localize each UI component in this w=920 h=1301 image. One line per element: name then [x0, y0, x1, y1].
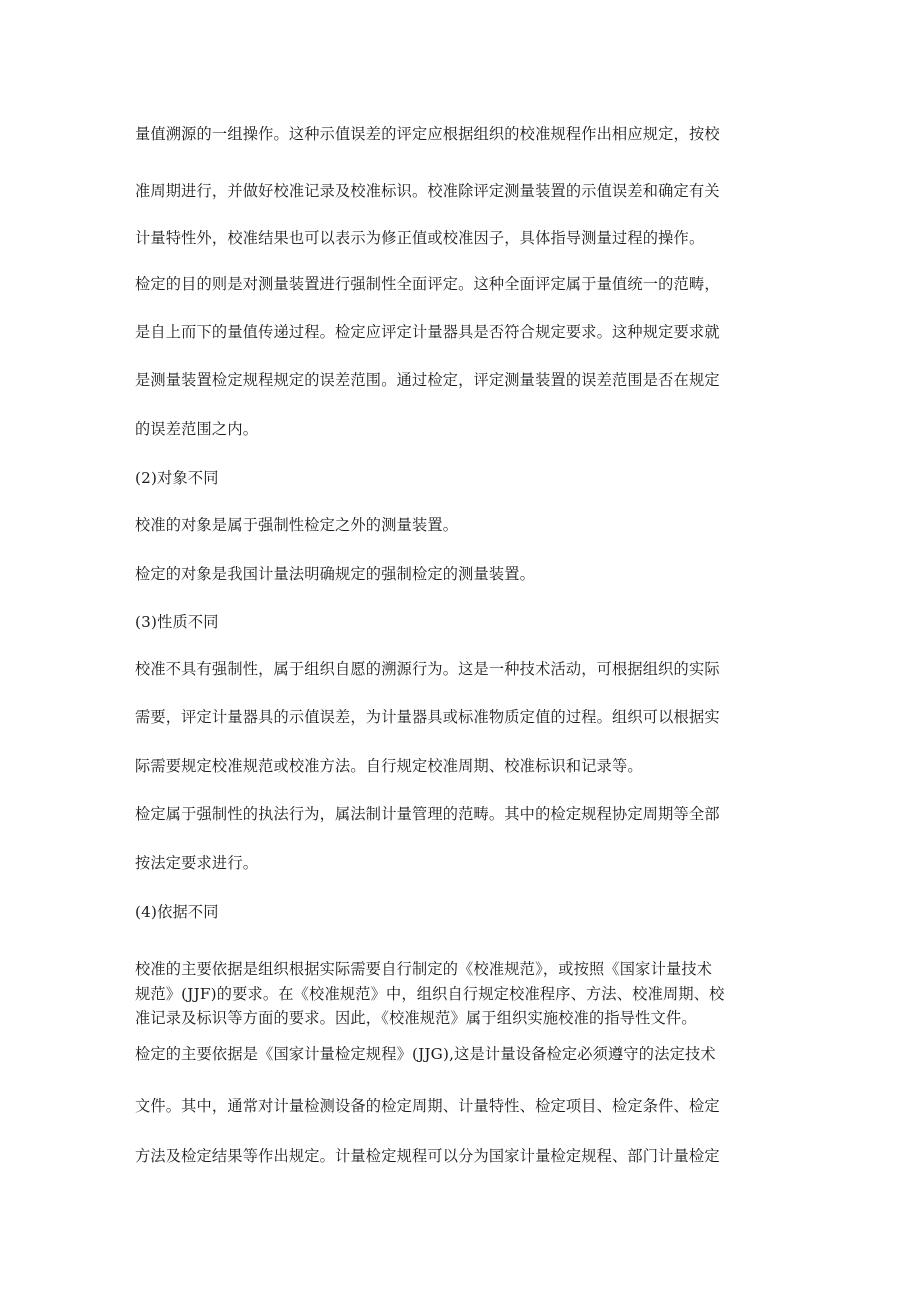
text-line: 准周期进行，并做好校准记录及校准标识。校准除评定测量装置的示值误差和确定有关: [135, 182, 720, 200]
text-line: 校准的主要依据是组织根据实际需要自行制定的《校准规范》，或按照《国家计量技术: [135, 960, 713, 978]
text-line: 量值溯源的一组操作。这种示值误差的评定应根据组织的校准规程作出相应规定，按校: [135, 125, 720, 143]
text-line: 检定的目的则是对测量装置进行强制性全面评定。这种全面评定属于量值统一的范畴，: [135, 275, 720, 293]
text-line: 校准不具有强制性，属于组织自愿的溯源行为。这是一种技术活动，可根据组织的实际: [135, 660, 720, 678]
text-line: 计量特性外，校准结果也可以表示为修正值或校准因子，具体指导测量过程的操作。: [135, 229, 705, 247]
section-heading: (3)性质不同: [135, 613, 219, 631]
text-line: 是测量装置检定规程规定的误差范围。通过检定，评定测量装置的误差范围是否在规定: [135, 371, 720, 389]
section-heading: (4)依据不同: [135, 903, 219, 921]
text-line: 检定的主要依据是《国家计量检定规程》(JJG),这是计量设备检定必须遵守的法定技术: [135, 1045, 716, 1063]
text-line: 规范》(JJF)的要求。在《校准规范》中，组织自行规定校准程序、方法、校准周期、校: [135, 985, 725, 1003]
section-heading: (2)对象不同: [135, 469, 219, 487]
text-line: 需要，评定计量器具的示值误差，为计量器具或标准物质定值的过程。组织可以根据实: [135, 708, 720, 726]
text-line: 际需要规定校准规范或校准方法。自行规定校准周期、校准标识和记录等。: [135, 757, 643, 775]
text-line: 检定属于强制性的执法行为，属法制计量管理的范畴。其中的检定规程协定周期等全部: [135, 805, 720, 823]
text-line: 检定的对象是我国计量法明确规定的强制检定的测量装置。: [135, 565, 536, 583]
text-line: 是自上而下的量值传递过程。检定应评定计量器具是否符合规定要求。这种规定要求就: [135, 323, 720, 341]
text-line: 方法及检定结果等作出规定。计量检定规程可以分为国家计量检定规程、部门计量检定: [135, 1147, 720, 1165]
text-line: 的误差范围之内。: [135, 420, 259, 438]
text-line: 按法定要求进行。: [135, 854, 259, 872]
text-line: 校准的对象是属于强制性检定之外的测量装置。: [135, 516, 459, 534]
text-line: 准记录及标识等方面的要求。因此，《校准规范》属于组织实施校准的指导性文件。: [135, 1009, 697, 1027]
text-line: 文件。其中，通常对计量检测设备的检定周期、计量特性、检定项目、检定条件、检定: [135, 1097, 720, 1115]
